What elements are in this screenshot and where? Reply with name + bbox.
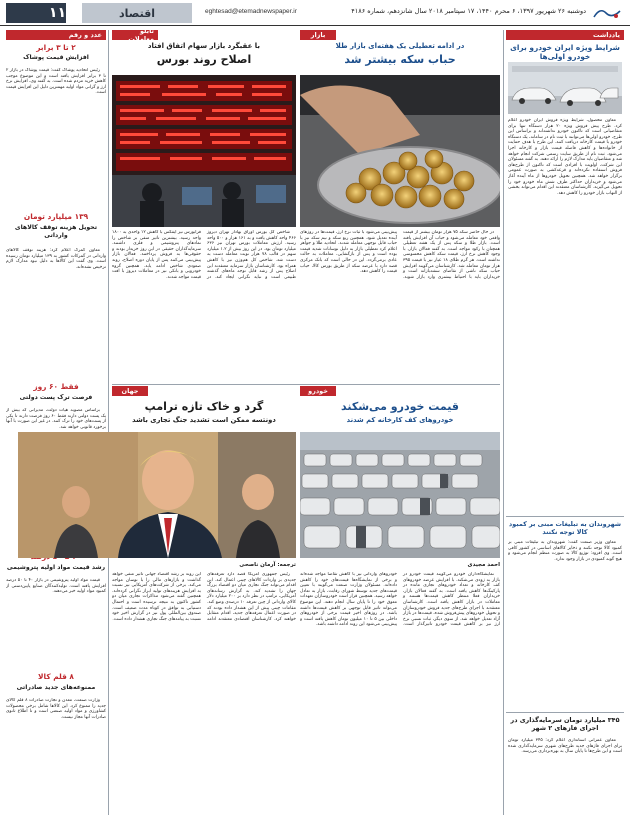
right-headline-3: ۳۴۵ میلیارد تومان سرمایه‌گذاری در اجرای فاز‌های ۲ شهر — [510, 716, 620, 732]
cars-byline: احمد مجیدی — [467, 562, 500, 568]
bourse-article-body — [112, 230, 296, 382]
gold-article-body — [300, 230, 500, 382]
number-3-subheadline: فرصت ترک پست دولتی — [19, 394, 93, 401]
trump-byline: ترجمه: آرمان ناصحی — [239, 562, 296, 568]
bourse-tag: تابلو معاملات — [112, 30, 158, 40]
right-headline-2: شهروندان به تبلیغات مبنی بر کمبود کالا توجه نکنند — [508, 520, 622, 536]
trump-article — [112, 386, 296, 816]
right-article-3-text: معاون عمرانی استانداری اعلام کرد: ۳۴۵ میلیارد تومان برای اجرای فازهای جدید طرح‌های شهری سرمایه‌گذاری شده است و این طرح‌ها تا پایان سال به بهره‌برداری می‌رسد. — [508, 738, 622, 755]
cars-showroom-photo — [508, 62, 622, 114]
cars-article — [300, 386, 500, 816]
number-3-text: براساس مصوبه هیات دولت، مدیرانی که بیش از یک پست دولتی دارند فقط ۶۰ روز فرصت دارند تا یکی از پست‌های خود را ترک کنند. در غیر این صورت با آنها برخورد قانونی خواهد شد. — [6, 408, 106, 430]
gold-tag: بازار — [300, 30, 336, 40]
stock-exchange-photo — [112, 75, 296, 227]
logo-mark-icon — [592, 5, 622, 21]
number-1-subheadline: افزایش قیمت پوشاک — [23, 54, 89, 62]
issue-date: دوشنبه ۲۶ شهریور ۱۳۹۷، ۶ محرم ۱۴۴۰، ۱۷ سپتامبر ۲۰۱۸ سال شانزدهم، شماره ۴۱۸۶ — [351, 7, 586, 15]
masthead — [0, 0, 630, 26]
bourse-article — [112, 27, 296, 382]
cars-article-text: نمایشگاه‌داران خودرو می‌گویند قیمت خودرو در بازار به زودی می‌شکند. با افزایش عرضه خودروهای کف کارخانه و تعداد خودروهای تجاری مانده در پارکینگ‌ها کاهش یافته است. به گفته فعالان بازار، خریداران فعلا منتظر کاهش قیمت‌ها هستند و معاملات در بازار کاهش یافته است. کارشناسان معتقدند با اجرای طرح‌های جدید فروش خودروسازان و تحویل خودروهای پیش‌فروش شده، قیمت‌ها در بازار آزاد تعدیل خواهد شد. از سوی دیگر، ثبات نسبی نرخ ارز نیز بر کاهش قیمت خودرو تاثیرگذار است. خودروهای وارداتی نیز با کاهش تقاضا مواجه شده‌اند و برخی از نمایشگاه‌ها قیمت‌های خود را کاهش داده‌اند. مسئولان وزارت صنعت می‌گویند با تعیین قیمت‌های جدید توسط شورای رقابت، بازار به تعادل خواهد رسید. همچنین قرار است خودروسازان تعهدات معوق خود را تا پایان سال انجام دهند. این موضوع می‌تواند تاثیر قابل توجهی بر کاهش قیمت‌ها داشته باشد. در روزهای اخیر قیمت برخی از خودروهای داخلی بین ۵ تا ۱۰ میلیون تومان کاهش یافته است و پیش‌بینی می‌شود این روند ادامه داشته باشد. — [300, 572, 500, 628]
number-2-headline: ۱۳۹ میلیارد تومان — [23, 212, 89, 221]
right-column-tag: یادداشت — [506, 30, 624, 40]
gold-article-text: در حال حاضر سکه ۷۵ هزار تومان بیشتر از قیمت واقعی خود معامله می‌شود و حباب آن افزایش یافته است. بازار طلا و سکه پس از یک هفته تعطیلی همچنان با رکود مواجه است. به گفته فعالان بازار، با وجود کاهش نرخ ارز، قیمت سکه کاهش محسوسی نداشته است. هر گرم طلای ۱۸ عیار نیز با قیمت ۳۹۵ هزار تومان معامله شد. کارشناسان می‌گویند افزایش حباب سکه ناشی از تقاضای سفته‌بازانه است و خریداران باید با احتیاط بیشتری وارد بازار شوند. پیش‌بینی می‌شود با ثبات نرخ ارز، قیمت‌ها در روزهای آینده تعدیل شود. همچنین ربع سکه و نیم سکه نیز با حباب قابل توجهی معامله شدند. اتحادیه طلا و جواهر اعلام کرد تعطیلی بازار به دلیل نوسانات شدید قیمت بوده است و پس از بازگشایی، معاملات به حالت عادی برمی‌گردد. این در حالی است که بانک مرکزی قصد دارد با عرضه سکه از طریق بورس کالا، حباب قیمت را کاهش دهد. — [300, 230, 500, 280]
bourse-kicker: با عقبگرد بازار سهام اتفاق افتاد — [147, 42, 261, 50]
number-1-text: رئیس اتحادیه پوشاک گفت: قیمت پوشاک در بازار ۲ تا ۳ برابر افزایش یافته است و این موضوع موجب کاهش خرید مردم شده است. به گفته وی، افزایش نرخ ارز و گرانی مواد اولیه مهمترین دلیل این افزایش قیمت است. — [6, 68, 106, 96]
bourse-headline: اصلاح روند بورس — [156, 52, 252, 66]
number-2-subheadline: تحویل هزینه توقف کالاهای وارداتی — [14, 224, 98, 239]
right-column — [506, 30, 624, 815]
right-article-3-body — [508, 738, 622, 816]
number-4-text: قیمت مواد اولیه پتروشیمی در بازار ۴۰ تا ۵۰ درصد افزایش یافته است. تولیدکنندگان صنایع پایین‌دستی از کمبود مواد اولیه خبر می‌دهند. — [6, 578, 106, 595]
gold-kicker: در ادامه تعطیلی یک هفته‌ای بازار طلا — [335, 42, 465, 50]
gold-coins-photo — [300, 75, 500, 227]
number-5-subheadline: ممنوعه‌های جدید صادراتی — [16, 684, 96, 691]
number-1-body — [6, 68, 106, 210]
number-2-text: معاون گمرک اعلام کرد: هزینه توقف کالاهای وارداتی در گمرکات کشور به ۱۳۹ میلیارد تومان رسیده است. وی گفت این کالاها به دلیل نبود مدارک لازم ترخیص نشده‌اند. — [6, 248, 106, 270]
right-article-body — [508, 118, 622, 513]
car-parking-photo — [300, 432, 500, 558]
left-column-rule — [108, 30, 109, 815]
right-divider-1 — [506, 516, 624, 517]
trump-headline: گرد و خاک تازه ترامپ — [144, 400, 264, 413]
number-5-headline: ۸ قلم کالا — [38, 672, 74, 681]
newspaper-logo — [590, 4, 624, 22]
trump-tag: جهان — [112, 386, 148, 396]
cars-tag: خودرو — [300, 386, 336, 396]
cars-subheadline: خودروهای کف کارخانه کم شدند — [346, 415, 454, 424]
number-4-subheadline: رشد قیمت مواد اولیه پتروشیمی — [6, 564, 106, 571]
trump-subheadline: دونتسه ممکن است تشدید جنگ تجاری باشد — [132, 415, 276, 424]
right-headline: شرایط ویژه ایران خودرو برای خودرو اولی‌ها — [510, 43, 620, 62]
bourse-article-text: شاخص کل بورس اوراق بهادار تهران دیروز ۴۶۶ واحد کاهش یافت و به ۱۶۱ هزار و ۵۰۰ واحد رسید. ارزش معاملات بورس تهران نیز ۶۳۶ میلیارد تومان بود. در این روز بیش از ۱.۲ میلیارد سهم در قالب ۷۸ هزار نوبت معامله دست به دست شد. شاخص کل هم‌وزن نیز با کاهش همراه بود. کارشناسان بازار سرمایه معتقدند این اصلاح پس از رشد قابل توجه ماه‌های گذشته طبیعی است و نباید نگرانی ایجاد کند. در فرابورس نیز آیفکس با کاهش ۱۲ واحدی به ۱۸۰۰ واحد رسید. بیشترین تاثیر منفی بر شاخص را نمادهای پتروشیمی و فلزی داشتند. سرمایه‌گذاران حقیقی در این روز خریدار بودند و حقوقی‌ها به فروش پرداختند. فعالان بازار پیش‌بینی می‌کنند پس از پایان دوره اصلاح، روند صعودی شاخص ادامه یابد. همچنین گروه خودرویی و بانکی نیز در معاملات دیروز با افت قیمت مواجه شدند. — [112, 230, 296, 280]
contact-email[interactable]: eghtesad@etemadnewspaper.ir — [205, 8, 297, 15]
trump-article-text: رئیس جمهوری آمریکا قصد دارد تعرفه‌های جدیدی بر واردات کالاهای چینی اعمال کند. این اقدام می‌تواند جنگ تجاری میان دو اقتصاد بزرگ جهان را تشدید کند. به گزارش رسانه‌های آمریکایی، ترامپ در نظر دارد بر ۲۰۰ میلیارد دلار کالای وارداتی از چین تعرفه ۱۰ درصدی وضع کند. مقامات چینی پیش از این هشدار داده بودند که در صورت اعمال تعرفه‌های جدید، اقدام متقابل خواهند کرد. کارشناسان اقتصادی معتقدند ادامه این روند بر رشد اقتصاد جهانی تاثیر منفی خواهد گذاشت و بازارهای مالی را با نوسان مواجه می‌کند. برخی از شرکت‌های آمریکایی نیز نسبت به افزایش هزینه‌های تولید ابراز نگرانی کرده‌اند. همچنین گفته می‌شود مذاکرات تجاری میان دو کشور تاکنون به نتیجه نرسیده است و احتمال دستیابی به توافق در کوتاه مدت ضعیف است. صندوق بین‌المللی پول نیز در گزارش اخیر خود نسبت به پیامدهای جنگ تجاری هشدار داده است. — [112, 572, 296, 622]
number-3-headline: فقط ۶۰ روز — [33, 382, 79, 391]
section-title: اقتصاد — [82, 3, 192, 23]
number-4-body — [6, 578, 106, 668]
right-column-rule — [503, 30, 504, 815]
number-1-headline: ۲ تا ۳ برابر — [36, 43, 76, 52]
trump-article-body — [112, 572, 296, 816]
right-article-2-text: معاون وزیر صنعت گفت: شهروندان به تبلیغات مبنی بر کمبود کالا توجه نکنند و ذخایر کالاهای اساسی در کشور کافی است. وی افزود: توزیع کالا به صورت منظم انجام می‌شود و هیچ گونه کمبودی در بازار وجود ندارد. — [508, 540, 622, 562]
middle-horizontal-rule — [112, 384, 500, 385]
right-article-text: معاون محصول، شرایط ویژه فروش ایران خودرو اعلام کرد. طرح پیش فروش ویژه ۲۰ هزار دستگاه تنها برای متقاضیانی است که تاکنون خودرو نداشته‌اند و براساس این طرح، خودرو اولی‌ها می‌توانند با ثبت نام در سامانه، یک دستگاه خودرو با قیمت کارخانه دریافت کنند. این طرح با هدف حمایت از خانواده‌ها و کاهش فاصله قیمت بازار و کارخانه اجرا می‌شود. ثبت نام از طریق سایت رسمی شرکت انجام خواهد شد و متقاضیان باید مدارک لازم را ارائه دهند. به گفته مسئولان این شرکت، اولویت با افرادی است که تاکنون از طرح‌های فروش استفاده نکرده‌اند و قرعه‌کشی به صورت عمومی برگزار خواهد شد. همچنین تحویل خودروها از ماه آینده آغاز می‌شود و خریداران حداکثر ظرف شش ماه خودرو خود را تحویل می‌گیرند. کارشناسان معتقدند این اقدام می‌تواند بخشی از التهاب بازار خودرو را کاهش دهد. — [508, 118, 622, 196]
gold-article — [300, 30, 500, 382]
number-2-body — [6, 248, 106, 378]
cars-article-body — [300, 572, 500, 816]
page-number: ۱۱ — [6, 3, 66, 23]
right-article-2-body — [508, 540, 622, 708]
right-divider-2 — [506, 712, 624, 713]
numbers-tag: عدد و رقم — [6, 30, 106, 40]
trump-photo — [18, 432, 296, 558]
number-5-body — [6, 698, 106, 814]
cars-headline: قیمت خودرو می‌شکند — [340, 400, 459, 413]
numbers-column — [6, 30, 106, 815]
number-5-text: وزارت صنعت، معدن و تجارت صادرات ۸ قلم کالای جدید را ممنوع کرد. این کالاها شامل برخی محصولات کشاورزی و مواد اولیه صنعتی است و تا اطلاع ثانوی صادرات آنها مجاز نیست. — [6, 698, 106, 720]
gold-headline: حباب سکه بیشتر شد — [344, 52, 456, 66]
